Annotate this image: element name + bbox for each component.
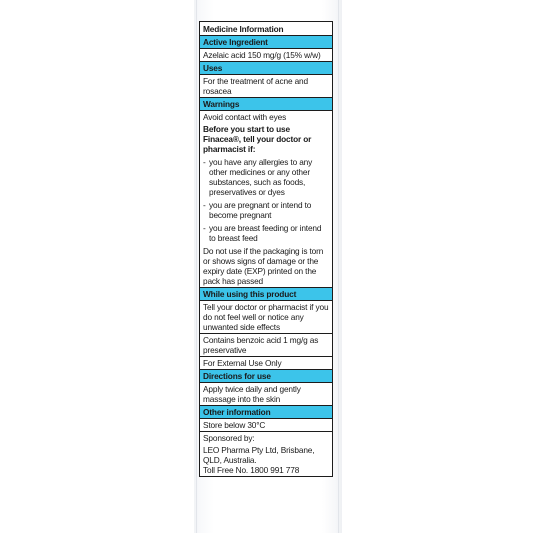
warnings-text: [200, 110, 332, 287]
active-ingredient-heading: Active Ingredient: [200, 35, 332, 48]
warning-avoid-eyes: Avoid contact with eyes: [203, 112, 287, 122]
warning-bullet-breastfeeding: - you are breast feeding or intend to breast feed: [203, 223, 329, 243]
warning-do-not-use: Do not use if the packaging is torn or shows signs of damage or the expiry date (EXP) printed on the pack has passed: [203, 246, 324, 286]
warning-bullet-list: [203, 157, 329, 243]
while-using-heading: While using this product: [200, 287, 332, 300]
while-using-text: [200, 300, 332, 333]
sponsor-section: [200, 431, 332, 476]
active-ingredient-value: Azelaic acid 150 mg/g (15% w/w): [203, 50, 321, 60]
sponsor-phone: Toll Free No. 1800 991 778: [203, 465, 300, 475]
warnings-heading: Warnings: [200, 97, 332, 110]
directions-value: Apply twice daily and gently massage into the skin: [203, 384, 301, 404]
external-use-text: For External Use Only: [203, 358, 282, 368]
warning-before-use-intro: Before you start to use Finacea®, tell your doctor or pharmacist if:: [203, 124, 312, 154]
medicine-information-panel: [199, 21, 333, 477]
preservative-text: Contains benzoic acid 1 mg/g as preservative: [203, 335, 319, 355]
preservative-section: [200, 333, 332, 356]
sponsor-label: Sponsored by:: [203, 433, 255, 443]
warning-bullet-pregnant: - you are pregnant or intend to become pregnant: [203, 200, 329, 220]
directions-text: [200, 382, 332, 405]
storage-text: Store below 30°C: [203, 420, 266, 430]
active-ingredient-text: [200, 48, 332, 61]
directions-heading: Directions for use: [200, 369, 332, 382]
uses-heading: Uses: [200, 61, 332, 74]
package-fold-right: [338, 0, 339, 533]
while-using-value: Tell your doctor or pharmacist if you do not feel well or notice any unwanted side effects: [203, 302, 329, 332]
external-use-section: [200, 356, 332, 369]
uses-value: For the treatment of acne and rosacea: [203, 76, 308, 96]
other-information-text: [200, 418, 332, 431]
uses-text: [200, 74, 332, 97]
other-information-heading: Other information: [200, 405, 332, 418]
sponsor-name: LEO Pharma Pty Ltd, Brisbane, QLD, Australia.: [203, 445, 315, 465]
package-fold-left: [196, 0, 197, 533]
warning-bullet-allergies: - you have any allergies to any other medicines or any other substances, such as foods, preservatives or dyes: [203, 157, 329, 197]
panel-title: Medicine Information: [203, 24, 284, 34]
